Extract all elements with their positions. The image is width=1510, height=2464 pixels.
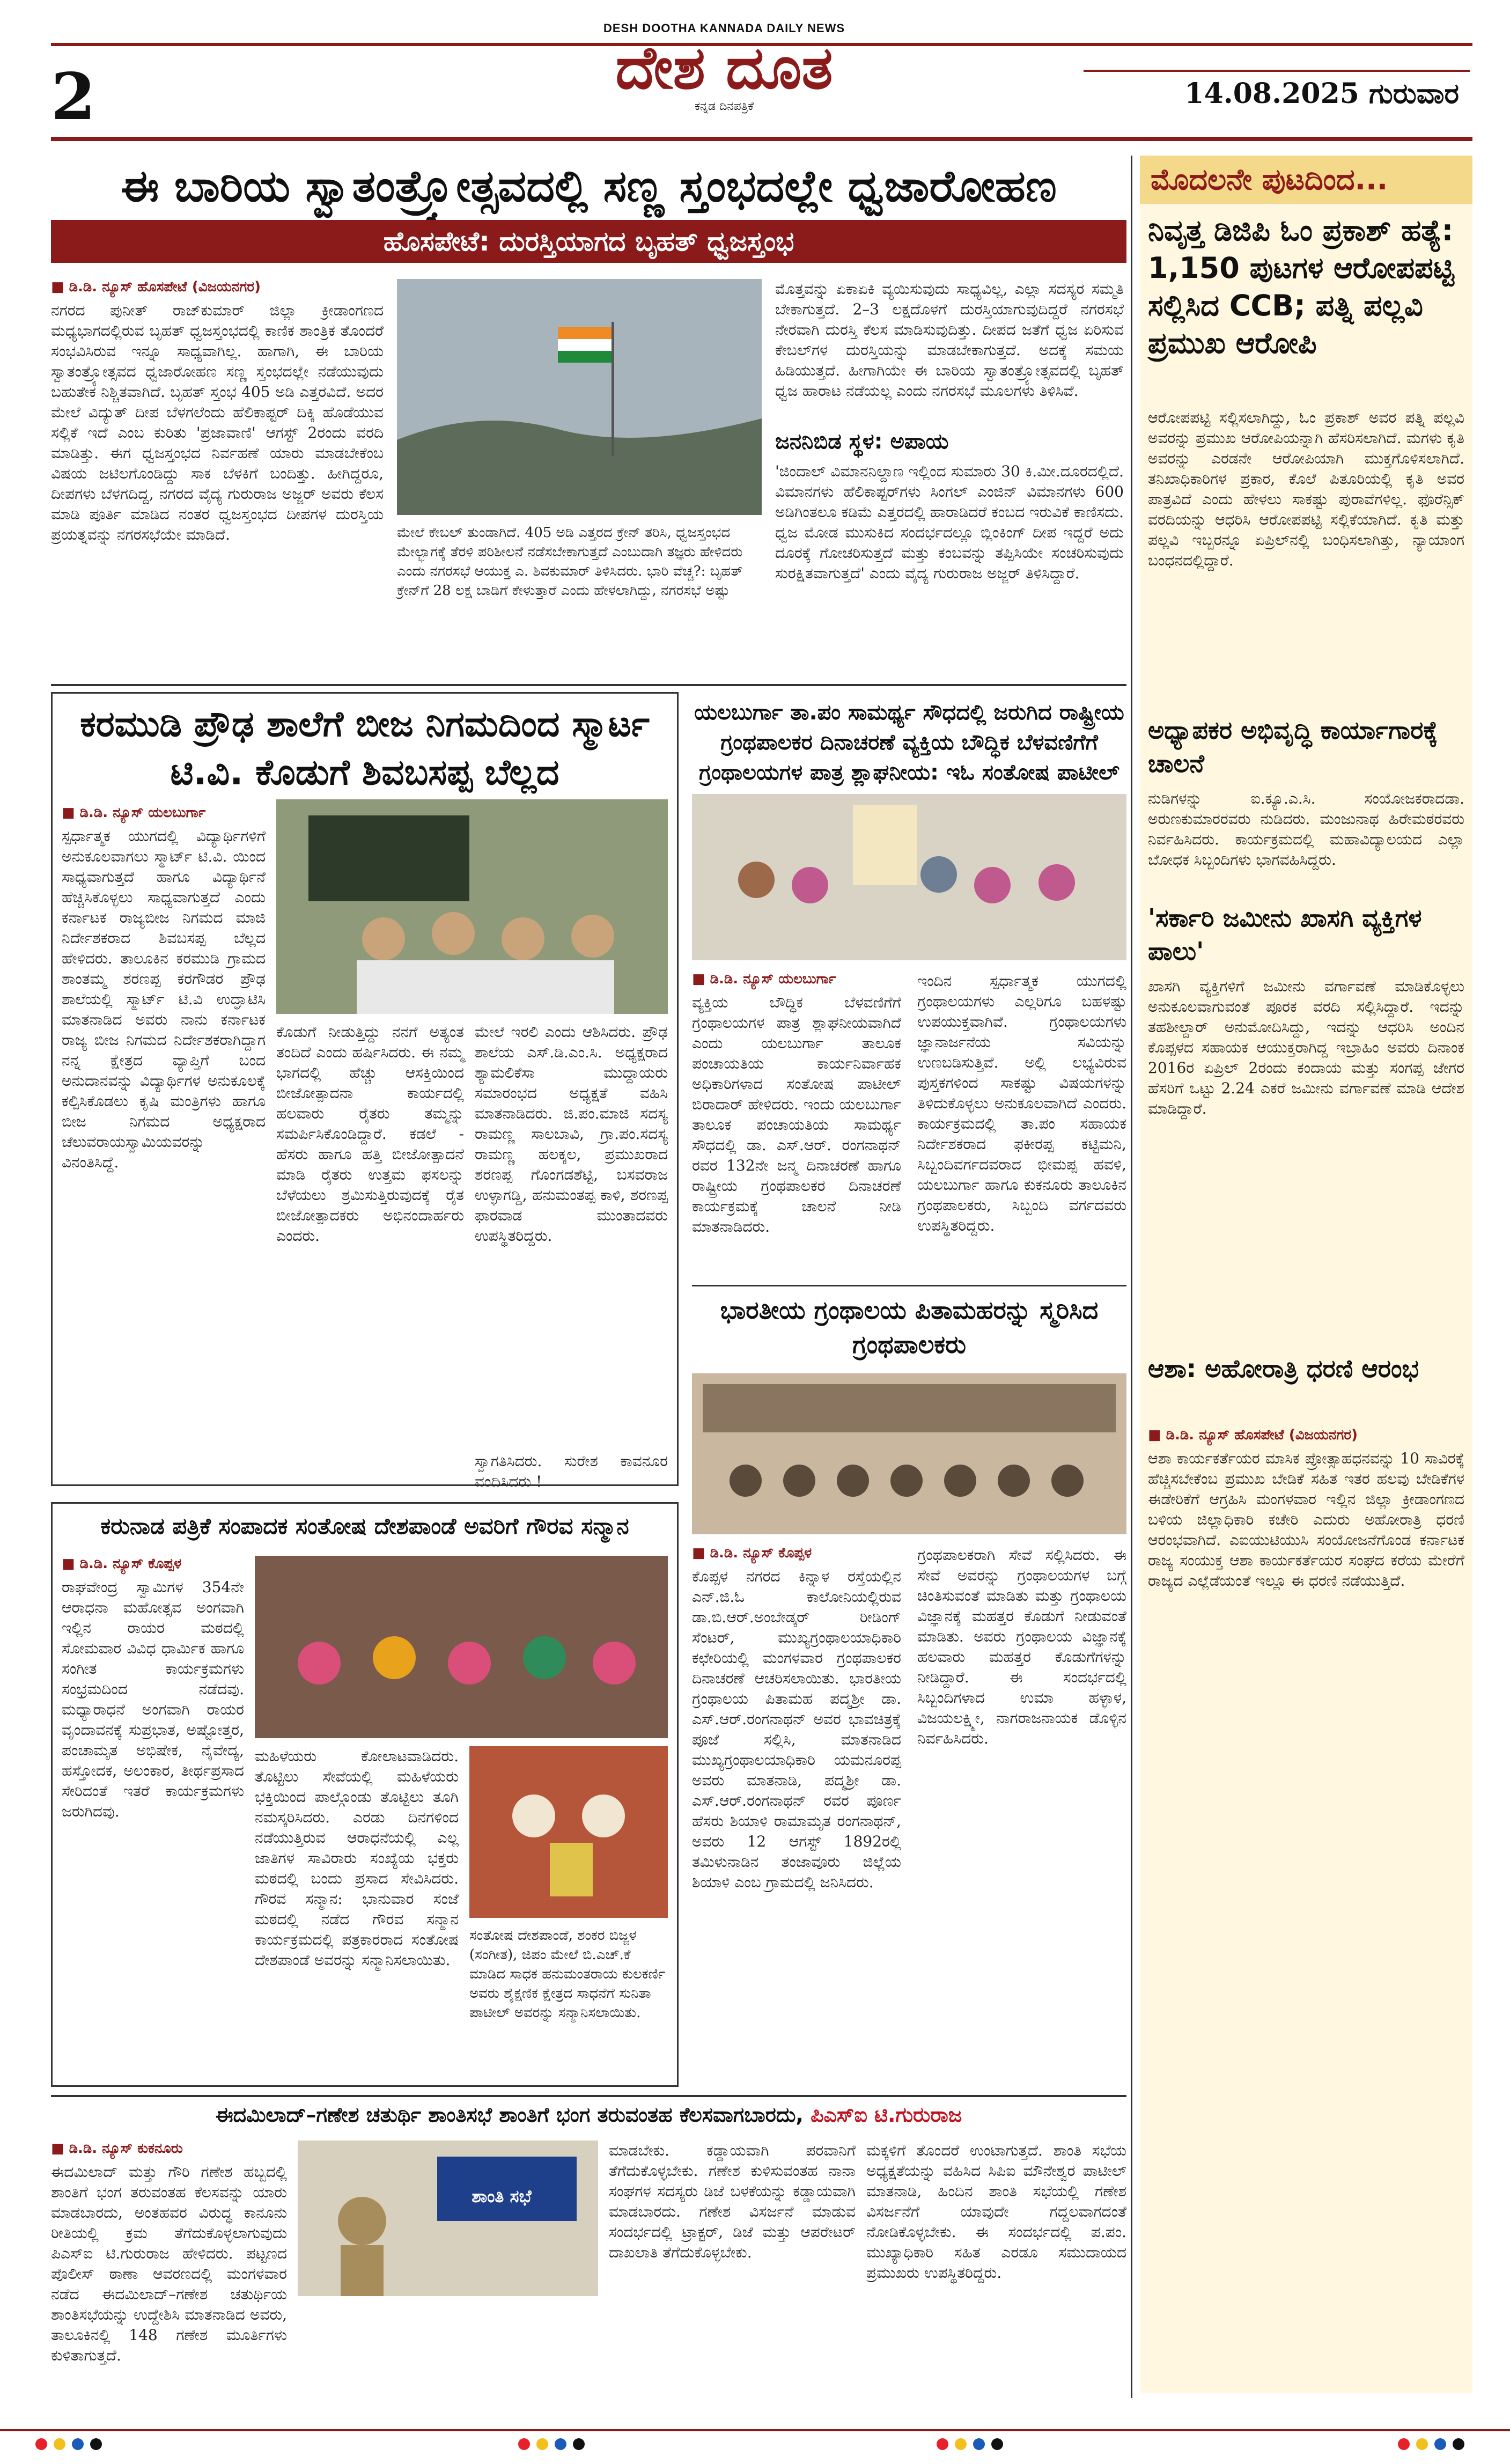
footer-dot — [1398, 2438, 1410, 2450]
karunada-column-2: ಮಹಿಳೆಯರು ಕೋಲಾಟವಾಡಿದರು. ತೊಟ್ಟಿಲು ಸೇವೆಯಲ್ಲಿ ಮಹಿಳೆಯರು ಭಕ್ತಿಯಿಂದ ಪಾಲ್ಗೊಂಡು ತೊಟ್ಟಿಲು ತೂಗಿ ನಮಸ್ಕರಿಸಿದರು. ಎರಡು ದಿನಗಳಿಂದ ನಡೆಯುತ್ತಿರುವ ಆರಾಧನೆಯಲ್ಲಿ ಎಲ್ಲ ಜಾತಿಗಳ ಸಾವಿರಾರು ಸಂಖ್ಯೆಯ ಭಕ್ತರು ಮಠದಲ್ಲಿ ಬಂದು ಪ್ರಸಾದ ಸೇವಿಸಿದರು. ಗೌರವ ಸನ್ಮಾನ: ಭಾನುವಾರ ಸಂಜೆ ಮಠದಲ್ಲಿ ನಡೆದ ಗೌರವ ಸನ್ಮಾನ ಕಾರ್ಯಕ್ರಮದಲ್ಲಿ ಪತ್ರಕಾರರಾದ ಸಂತೋಷ ದೇಶಪಾಂಡೆ ಅವರನ್ನು ಸನ್ಮಾನಿಸಲಾಯಿತು. — [255, 1747, 459, 1969]
lead-photo-caption: ಮೇಲೆ ಕೇಬಲ್ ತುಂಡಾಗಿದೆ. 405 ಅಡಿ ಎತ್ತರದ ಕ್ರೇನ್ ತರಿಸಿ, ಧ್ವಜಸ್ತಂಭದ ಮೇಲ್ಭಾಗಕ್ಕೆ ತೆರಳಿ ಪರಿಶೀಲನೆ ನಡೆಸಬೇಕಾಗುತ್ತದೆ ಎಂಬುದಾಗಿ ತಜ್ಞರು ಹೇಳಿದರು ಎಂದು ನಗರಸಭೆ ಆಯುಕ್ತ ಎ. ಶಿವಕುಮಾರ್ ತಿಳಿಸಿದರು. ಭಾರಿ ವೆಚ್ಚ?: ಬೃಹತ್ ಕ್ರೇನ್‌ಗೆ 28 ಲಕ್ಷ ಬಾಡಿಗೆ ಕೇಳುತ್ತಾರೆ ಎಂದು ಹೇಳಲಾಗಿದ್ದು, ನಗರಸಭೆ ಅಷ್ಟು — [397, 525, 743, 599]
eid-headline-wrap — [51, 2103, 1126, 2127]
sidebar-story1-headline: ನಿವೃತ್ತ ಡಿಜಿಪಿ ಓಂ ಪ್ರಕಾಶ್ ಹತ್ಯೆ: 1,150 ಪುಟಗಳ ಆರೋಪಪಟ್ಟಿ ಸಲ್ಲಿಸಿದ CCB; ಪತ್ನಿ ಪಲ್ಲವಿ ಪ್ರಮುಖ ಆರೋಪಿ — [1148, 214, 1454, 360]
karunada-headline: ಕರುನಾಡ ಪತ್ರಿಕೆ ಸಂಪಾದಕ ಸಂತೋಷ ದೇಶಪಾಂಡೆ ಅವರಿಗೆ ಗೌರವ ಸನ್ಮಾನ — [100, 1513, 629, 1539]
sidebar-story3-headline: 'ಸರ್ಕಾರಿ ಜಮೀನು ಖಾಸಗಿ ವ್ಯಕ್ತಿಗಳ ಪಾಲು' — [1148, 903, 1422, 966]
footer-rule — [0, 2429, 1510, 2431]
masthead-english-title: DESH DOOTHA KANNADA DAILY NEWS — [603, 21, 845, 35]
lead-column-3b: 'ಜಿಂದಾಲ್ ವಿಮಾನನಿಲ್ದಾಣ ಇಲ್ಲಿಂದ ಸುಮಾರು 30 ಕಿ.ಮೀ.ದೂರದಲ್ಲಿದೆ. ವಿಮಾನಗಳು ಹೆಲಿಕಾಪ್ಟರ್‌ಗಳು ಸಿಂಗಲ್ ಎಂಜಿನ್ ವಿಮಾನಗಳು 600 ಅಡಿಗಿಂತಲೂ ಕಡಿಮೆ ಎತ್ತರದಲ್ಲಿ ಹಾರಾಡಿದರೆ ಕಂಬದ ಇರುವಿಕೆ ಕಾಣಿಸದು. ಧ್ವಜ ಮೋಡ ಮುಸುಕಿದ ಸಂದರ್ಭದಲ್ಲೂ ಬ್ಲಿಂಕಿಂಗ್ ದೀಪ ಇದ್ದರೆ ಅದು ದೂರಕ್ಕೆ ಗೋಚರಿಸುತ್ತದೆ ಮತ್ತು ಕಂಬವನ್ನು ತಪ್ಪಿಸಿಯೇ ಸಂಚರಿಸುವುದು ಸುರಕ್ಷಿತವಾಗುತ್ತದೆ' ಎಂದು ವೈದ್ಯ ಗುರುರಾಜ ಅಜ್ಜರ್ ತಿಳಿಸಿದ್ದಾರೆ. — [775, 462, 1124, 582]
footer-dot — [973, 2438, 985, 2450]
issue-date: 14.08.2025 ಗುರುವಾರ — [1184, 77, 1459, 110]
lead-column-3: ಮೊತ್ತವನ್ನು ಏಕಾಏಕಿ ವ್ಯಯಿಸುವುದು ಸಾಧ್ಯವಿಲ್ಲ, ಎಲ್ಲಾ ಸದಸ್ಯರ ಸಮ್ಮತಿ ಬೇಕಾಗುತ್ತದೆ. 2–3 ಲಕ್ಷದೊಳಗೆ ದುರಸ್ತಿಯಾಗುವುದಿದ್ದರೆ ನಗರಸಭೆ ನೇರವಾಗಿ ದುರಸ್ತಿ ಕೆಲಸ ಮಾಡಿಸುವುದಿತ್ತು. ದೀಪದ ಜತೆಗೆ ಧ್ವಜ ಏರಿಸುವ ಕೇಬಲ್‌ಗಳ ದುರಸ್ತಿಯನ್ನು ಮಾಡಬೇಕಾಗುತ್ತದೆ. ಅದಕ್ಕೆ ಸಮಯ ಹಿಡಿಯುತ್ತದೆ. ಹೀಗಾಗಿಯೇ ಈ ಬಾರಿಯ ಸ್ವಾತಂತ್ರ್ಯೋತ್ಸವದಲ್ಲಿ ಬೃಹತ್ ಧ್ವಜ ಹಾರಾಟ ನಡೆಯಲ್ಲ ಎಂದು ನಗರಸಭೆ ಮೂಲಗಳು ತಿಳಿಸಿವೆ. — [775, 280, 1124, 400]
footer-dot — [54, 2438, 65, 2450]
smart-tv-inauguration-image — [276, 799, 668, 1014]
sidebar-title: ಮೊದಲನೇ ಪುಟದಿಂದ... — [1140, 156, 1472, 204]
librarians-column-1: ಕೊಪ್ಪಳ ನಗರದ ಕಿನ್ನಾಳ ರಸ್ತೆಯಲ್ಲಿನ ಎನ್.ಜಿ.ಓ ಕಾಲೋನಿಯಲ್ಲಿರುವ ಡಾ.ಬಿ.ಆರ್.ಅಂಬೇಡ್ಕರ್ ರೀಡಿಂಗ್ ಸೆಂಟರ್, ಮುಖ್ಯಗ್ರಂಥಾಲಯಾಧಿಕಾರಿ ಕಛೇರಿಯಲ್ಲಿ ಮಂಗಳವಾರ ಗ್ರಂಥಪಾಲಕರ ದಿನಾಚರಣೆ ಆಚರಿಸಲಾಯಿತು. ಭಾರತೀಯ ಗ್ರಂಥಾಲಯ ಪಿತಾಮಹ ಪದ್ಮಶ್ರೀ ಡಾ. ಎಸ್.ಆರ್.ರಂಗನಾಥನ್ ಅವರ ಭಾವಚಿತ್ರಕ್ಕೆ ಪೂಜೆ ಸಲ್ಲಿಸಿ, ಮಾತನಾಡಿದ ಮುಖ್ಯಗ್ರಂಥಾಲಯಾಧಿಕಾರಿ ಯಮನೂರಪ್ಪ ಅವರು ಮಾತನಾಡಿ, ಪದ್ಮಶ್ರೀ ಡಾ. ಎಸ್.ಆರ್.ರಂಗನಾಥನ್ ರವರ ಪೂರ್ಣ ಹೆಸರು ಶಿಯಾಳಿ ರಾಮಾಮೃತ ರಂಗನಾಥನ್, ಅವರು 12 ಆಗಸ್ಟ್ 1892ರಲ್ಲಿ ತಮಿಳುನಾಡಿನ ತಂಜಾವೂರು ಜಿಲ್ಲೆಯ ಶಿಯಾಳಿ ಎಂಬ ಗ್ರಾಮದಲ್ಲಿ ಜನಿಸಿದರು. — [692, 1568, 901, 1891]
librarians-photo — [692, 1373, 1126, 1534]
eid-headline-speaker: ಪಿಎಸ್ಐ ಟಿ.ಗುರುರಾಜ — [811, 2103, 962, 2127]
footer-dot — [90, 2438, 102, 2450]
sidebar-story4-body: ಆಶಾ ಕಾರ್ಯಕರ್ತೆಯರ ಮಾಸಿಕ ಪ್ರೋತ್ಸಾಹಧನವನ್ನು 10 ಸಾವಿರಕ್ಕೆ ಹೆಚ್ಚಿಸಬೇಕೆಂಬ ಪ್ರಮುಖ ಬೇಡಿಕೆ ಸಹಿತ ಇತರ ಹಲವು ಬೇಡಿಕೆಗಳ ಈಡೇರಿಕೆಗೆ ಆಗ್ರಹಿಸಿ ಮಂಗಳವಾರ ಇಲ್ಲಿನ ಜಿಲ್ಲಾ ಕ್ರೀಡಾಂಗಣದ ಬಳಿಯ ಜಿಲ್ಲಾಧಿಕಾರಿ ಕಚೇರಿ ಎದುರು ಅಹೋರಾತ್ರಿ ಧರಣಿ ಆರಂಭವಾಗಿದೆ. ಎಐಯುಟಿಯುಸಿ ಸಂಯೋಜನೆಗೊಂಡ ಕರ್ನಾಟಕ ರಾಜ್ಯ ಸಂಯುಕ್ತ ಆಶಾ ಕಾರ್ಯಕರ್ತೆಯರ ಸಂಘದ ಕರೆಯ ಮೇರೆಗೆ ರಾಜ್ಯದ ಎಲ್ಲೆಡೆಯಂತೆ ಇಲ್ಲೂ ಈ ಧರಣಿ ನಡೆಯುತ್ತಿದೆ. — [1148, 1450, 1464, 1590]
footer-dot — [555, 2438, 566, 2450]
eid-photo — [298, 2141, 598, 2296]
lead-subhead: ಹೊಸಪೇಟೆ: ದುರಸ್ತಿಯಾಗದ ಬೃಹತ್ ಧ್ವಜಸ್ತಂಭ — [51, 220, 1126, 263]
karamudi-headline: ಕರಮುಡಿ ಪ್ರೌಢ ಶಾಲೆಗೆ ಬೀಜ ನಿಗಮದಿಂದ ಸ್ಮಾರ್ಟ ಟಿ.ವಿ. ಕೊಡುಗೆ ಶಿವಬಸಪ್ಪ ಬೆಲ್ಲದ — [80, 703, 650, 793]
eid-column-3: ಮಕ್ಕಳಿಗೆ ತೊಂದರೆ ಉಂಟಾಗುತ್ತದೆ. ಶಾಂತಿ ಸಭೆಯ ಅಧ್ಯಕ್ಷತೆಯನ್ನು ವಹಿಸಿದ ಸಿಪಿಐ ಮೌನೇಶ್ವರ ಪಾಟೀಲ್ ಮಾತನಾಡಿ, ಹಿಂದಿನ ಶಾಂತಿ ಸಭೆಯಲ್ಲಿ ಗಣೇಶ ವಿಸರ್ಜನೆಗೆ ಯಾವುದೇ ಗದ್ದಲವಾಗದಂತೆ ನೋಡಿಕೊಳ್ಳಬೇಕು. ಈ ಸಂದರ್ಭದಲ್ಲಿ ಪ.ಪಂ. ಮುಖ್ಯಾಧಿಕಾರಿ ಸಹಿತ ಎರಡೂ ಸಮುದಾಯದ ಪ್ರಮುಖರು ಉಪಸ್ಥಿತರಿದ್ದರು. — [866, 2142, 1126, 2282]
sidebar-story3-body: ಖಾಸಗಿ ವ್ಯಕ್ತಿಗಳಿಗೆ ಜಮೀನು ವರ್ಗಾವಣೆ ಮಾಡಿಕೊಳ್ಳಲು ಅನುಕೂಲವಾಗುವಂತೆ ಪೂರಕ ವರದಿ ಸಲ್ಲಿಸಿದ್ದಾರೆ. ಇದನ್ನು ತಹಶೀಲ್ದಾರ್ ಅನುಮೋದಿಸಿದ್ದು, ಇದನ್ನು ಆಧರಿಸಿ ಅಂದಿನ ಕೊಪ್ಪಳದ ಸಹಾಯಕ ಆಯುಕ್ತರಾಗಿದ್ದ ಇಬ್ರಾಹಿಂ ಅವರು ದಿನಾಂಕ 2016ರ ಏಪ್ರಿಲ್ 2ರಂದು ಕಂದಾಯ ಮತ್ತು ಸಂಗಪ್ಪ ಜೇಗರ ಹೆಸರಿಗೆ ಒಟ್ಟು 2.24 ಎಕರೆ ಜಮೀನು ವರ್ಗಾವಣೆ ಮಾಡಿ ಆದೇಶ ಮಾಡಿದ್ದಾರೆ. — [1148, 977, 1464, 1117]
sidebar-story4-headline: ಆಶಾ: ಅಹೋರಾತ್ರಿ ಧರಣಿ ಆರಂಭ — [1148, 1354, 1419, 1383]
karamudi-column-3: ಮೇಲೆ ಇರಲಿ ಎಂದು ಆಶಿಸಿದರು. ಪ್ರೌಢ ಶಾಲೆಯ ಎಸ್.ಡಿ.ಎಂ.ಸಿ. ಅಧ್ಯಕ್ಷರಾದ ಶ್ಯಾಮಲಿಕೆಸಾ ಮುದ್ದಾಯರು ಸಮಾರಂಭದ ಅಧ್ಯಕ್ಷತೆ ವಹಿಸಿ ಮಾತನಾಡಿದರು. ಜಿ.ಪಂ.ಮಾಜಿ ಸದಸ್ಯ ರಾಮಣ್ಣ ಸಾಲಬಾವಿ, ಗ್ರಾ.ಪಂ.ಸದಸ್ಯ ರಾಮಣ್ಣ ಹಲಕ್ಕಲ, ಪ್ರಮುಖರಾದ ಶರಣಪ್ಪ ಗೊಂಗಡಶೆಟ್ಟಿ, ಬಸವರಾಜ ಉಳ್ಳಾಗಡ್ಡಿ, ಹನುಮಂತಪ್ಪ ಕಾಳಿ, ಶರಣಪ್ಪ ಫಾರವಾಡ ಮುಂತಾದವರು ಉಪಸ್ಥಿತರಿದ್ದರು. — [475, 1023, 668, 1245]
eid-divider — [51, 2095, 1126, 2097]
karunada-photo-caption: ಸಂತೋಷ ದೇಶಪಾಂಡೆ, ಶಂಕರ ಬಿಜ್ಜಳ (ಸಂಗೀತ), ಜಿಪಂ ಮೇಲೆ ಬಿ.ಎಚ್.ಕೆ ಮಾಡಿದ ಸಾಧಕ ಹನುಮಂತರಾಯ ಕುಲಕರ್ಣಿ ಅವರು ಶೈಕ್ಷಣಿಕ ಕ್ಷೇತ್ರದ ಸಾಧನೆಗೆ ಸುನಿತಾ ಪಾಟೀಲ್ ಅವರನ್ನು ಸನ್ಮಾನಿಸಲಾಯಿತು. — [469, 1928, 666, 2021]
karamudi-photo — [276, 799, 668, 1014]
footer-dot — [1416, 2438, 1428, 2450]
section-divider — [51, 684, 1126, 686]
karamudi-column-2: ಕೊಡುಗೆ ನೀಡುತ್ತಿದ್ದು ನನಗೆ ಅತ್ಯಂತ ತಂದಿದೆ ಎಂದು ಹರ್ಷಿಸಿದರು. ಈ ನಮ್ಮ ಭಾಗದಲ್ಲಿ ಹೆಚ್ಚು ಆಸಕ್ತಿಯಿಂದ ಬೀಜೋತ್ಪಾದನಾ ಕಾರ್ಯದಲ್ಲಿ ಹಲವಾರು ರೈತರು ತಮ್ಮನ್ನು ಸಮರ್ಪಿಸಿಕೊಂಡಿದ್ದಾರೆ. ಕಡಲೆ - ಹೆಸರು ಹಾಗೂ ಹತ್ತಿ ಬೀಜೋತ್ಪಾದನೆ ಮಾಡಿ ರೈತರು ಉತ್ತಮ ಫಸಲನ್ನು ಬೆಳೆಯಲು ಶ್ರಮಿಸುತ್ತಿರುವುದಕ್ಕೆ ರೈತ ಬೀಜೋತ್ಪಾದಕರು ಅಭಿನಂದಾರ್ಹರು ಎಂದರು. — [276, 1023, 464, 1245]
library-reading-room-image — [692, 1373, 1126, 1534]
footer-dot — [518, 2438, 530, 2450]
library-divider — [692, 1285, 1126, 1286]
felicitation-image — [469, 1746, 668, 1918]
footer-dot — [1434, 2438, 1446, 2450]
footer-dot — [991, 2438, 1003, 2450]
sidebar-story1-body: ಆರೋಪಪಟ್ಟಿ ಸಲ್ಲಿಸಲಾಗಿದ್ದು, ಓಂ ಪ್ರಕಾಶ್ ಅವರ ಪತ್ನಿ ಪಲ್ಲವಿ ಅವರನ್ನು ಪ್ರಮುಖ ಆರೋಪಿಯನ್ನಾಗಿ ಹೆಸರಿಸಲಾಗಿದೆ. ಮಗಳು ಕೃತಿ ಅವರನ್ನು ಎರಡನೇ ಆರೋಪಿಯಾಗಿ ಮುಕ್ತಗೊಳಿಸಲಾಗಿದೆ. ತನಿಖಾಧಿಕಾರಿಗಳ ಪ್ರಕಾರ, ಕೊಲೆ ಪಿತೂರಿಯಲ್ಲಿ ಕೃತಿ ಅವರ ಪಾತ್ರವಿದೆ ಎಂದು ಹೇಳಲು ಸಾಕಷ್ಟು ಪುರಾವೆಗಳಿಲ್ಲ. ಫೊರೆನ್ಸಿಕ್ ವರದಿಯನ್ನು ಆಧರಿಸಿ ಆರೋಪಪಟ್ಟಿ ಸಲ್ಲಿಕೆಯಾಗಿದೆ. ಕೃತಿ ಮತ್ತು ಪಲ್ಲವಿ ಇಬ್ಬರನ್ನೂ ಏಪ್ರಿಲ್‌ನಲ್ಲಿ ಬಂಧಿಸಲಾಗಿತ್ತು, ನ್ಯಾಯಾಂಗ ಬಂಧನದಲ್ಲಿದ್ದಾರೆ. — [1148, 409, 1464, 569]
footer-dot — [955, 2438, 967, 2450]
eid-column-2: ಮಾಡಬೇಕು. ಕಡ್ಡಾಯವಾಗಿ ಪರವಾನಿಗೆ ತೆಗೆದುಕೊಳ್ಳಬೇಕು. ಗಣೇಶ ಕುಳಿಸುವಂತಹ ನಾನಾ ಸಂಘಗಳ ಸದಸ್ಯರು ಡಿಜೆ ಬಳಕೆಯನ್ನು ಕಡ್ಡಾಯವಾಗಿ ಮಾಡಬಾರದು. ಗಣೇಶ ವಿಸರ್ಜನೆ ಮಾಡುವ ಸಂದರ್ಭದಲ್ಲಿ ಟ್ರಾಕ್ಟರ್, ಡಿಜೆ ಮತ್ತು ಆಪರೇಟರ್ ದಾಖಲಾತಿ ತೆಗೆದುಕೊಳ್ಳಬೇಕು. — [609, 2142, 856, 2261]
sidebar-story4-byline: ■ ಡಿ.ಡಿ. ನ್ಯೂಸ್ ಹೊಸಪೇಟೆ (ವಿಜಯನಗರ) — [1148, 1427, 1358, 1443]
library-day-headline: ಯಲಬುರ್ಗಾ ತಾ.ಪಂ ಸಾಮರ್ಥ್ಯ ಸೌಧದಲ್ಲಿ ಜರುಗಿದ ರಾಷ್ಟ್ರೀಯ ಗ್ರಂಥಪಾಲಕರ ದಿನಾಚರಣೆ ವ್ಯಕ್ತಿಯ ಬೌದ್ಧಿಕ ಬೆಳವಣಿಗೆಗೆ ಗ್ರಂಥಾಲಯಗಳ ಪಾತ್ರ ಶ್ಲಾಘನೀಯ: ಇಓ ಸಂತೋಷ ಪಾಟೀಲ್ — [694, 700, 1124, 785]
sidebar-story2-body: ನುಡಿಗಳನ್ನು ಐ.ಕ್ಯೂ.ಎ.ಸಿ. ಸಂಯೋಜಕರಾದಡಾ. ಅರುಣಕುಮಾರರವರು ನುಡಿದರು. ಮಂಜುನಾಥ ಹಿರೇಮಠರವರು ನಿರ್ವಹಿಸಿದರು. ಕಾರ್ಯಕ್ರಮದಲ್ಲಿ ಮಹಾವಿದ್ಯಾಲಯದ ಎಲ್ಲಾ ಬೋಧಕ ಸಿಬ್ಬಂದಿಗಳು ಭಾಗವಹಿಸಿದ್ದರು. — [1148, 790, 1464, 869]
footer-dots-left — [32, 2438, 105, 2452]
librarians-byline: ■ ಡಿ.ಡಿ. ನ್ಯೂಸ್ ಕೊಪ್ಪಳ — [692, 1545, 812, 1561]
flag-pole-image — [397, 279, 762, 515]
peace-meeting-image — [298, 2141, 598, 2296]
lead-section-head: ಜನನಿಬಿಡ ಸ್ಥಳ: ಅಪಾಯ — [775, 429, 949, 454]
eid-column-1: ಈದಮಿಲಾದ್ ಮತ್ತು ಗೌರಿ ಗಣೇಶ ಹಬ್ಬದಲ್ಲಿ ಶಾಂತಿಗೆ ಭಂಗ ತರುವಂತಹ ಕೆಲಸವನ್ನು ಯಾರು ಮಾಡಬಾರದು, ಅಂತಹವರ ವಿರುದ್ಧ ಕಾನೂನು ರೀತಿಯಲ್ಲಿ ಕ್ರಮ ತೆಗೆದುಕೊಳ್ಳಲಾಗುವುದು ಪಿಎಸ್ಐ ಟಿ.ಗುರುರಾಜ ಹೇಳಿದರು. ಪಟ್ಟಣದ ಪೊಲೀಸ್ ಠಾಣಾ ಆವರಣದಲ್ಲಿ ಮಂಗಳವಾರ ನಡೆದ ಈದಮಿಲಾದ್–ಗಣೇಶ ಚತುರ್ಥಿಯ ಶಾಂತಿಸಭೆಯನ್ನು ಉದ್ದೇಶಿಸಿ ಮಾತನಾಡಿದ ಅವರು, ತಾಲೂಕಿನಲ್ಲಿ 148 ಗಣೇಶ ಮೂರ್ತಿಗಳು ಕುಳಿತಾಗುತ್ತದೆ. — [51, 2163, 287, 2364]
footer-dot — [536, 2438, 548, 2450]
karamudi-column-1: ಸ್ಪರ್ಧಾತ್ಮಕ ಯುಗದಲ್ಲಿ ವಿದ್ಯಾರ್ಥಿಗಳಿಗೆ ಅನುಕೂಲವಾಗಲು ಸ್ಮಾರ್ಟ್ ಟಿ.ವಿ. ಯಿಂದ ಸಾಧ್ಯವಾಗುತ್ತದೆ ಹಾಗೂ ವಿದ್ಯಾರ್ಥಿನೆ ಹೆಚ್ಚಿಸಿಕೊಳ್ಳಲು ಸಾಧ್ಯವಾಗುತ್ತದೆ ಎಂದು ಕರ್ನಾಟಕ ರಾಜ್ಯಬೀಜ ನಿಗಮದ ಮಾಜಿ ನಿರ್ದೇಶಕರಾದ ಶಿವಬಸಪ್ಪ ಬೆಲ್ಲದ ಹೇಳಿದರು. ತಾಲೂಕಿನ ಕರಮುಡಿ ಗ್ರಾಮದ ಶಾಂತಮ್ಮ ಶರಣಪ್ಪ ಕರಗೌಡರ ಪ್ರೌಢ ಶಾಲೆಯಲ್ಲಿ ಸ್ಮಾರ್ಟ್ ಟಿ.ವಿ ಉದ್ಘಾಟಿಸಿ ಮಾತನಾಡಿದ ಅವರು ನಾನು ಕರ್ನಾಟಕ ರಾಜ್ಯ ಬೀಜ ನಿಗಮದ ನಿರ್ದೇಶಕರಾಗಿದ್ದಾಗ ನನ್ನ ಕ್ಷೇತ್ರದ ವ್ಯಾಪ್ತಿಗೆ ಬಂದ ಅನುದಾನವನ್ನು ವಿದ್ಯಾರ್ಥಿಗಳ ಅನುಕೂಲಕ್ಕೆ ಕಲ್ಪಿಸಿಕೊಡಲು ಕೃಷಿ ಮಂತ್ರಿಗಳು ಹಾಗೂ ಬೀಜ ನಿಗಮದ ಅಧ್ಯಕ್ಷರಾದ ಚೆಲುವರಾಯಸ್ವಾಮಿಯವರನ್ನು ವಿನಂತಿಸಿದ್ದೆ. — [62, 827, 266, 1171]
masthead-logo: ದೇಶ ದೂತ — [615, 33, 833, 102]
lead-headline: ಈ ಬಾರಿಯ ಸ್ವಾತಂತ್ರ್ಯೋತ್ಸವದಲ್ಲಿ ಸಣ್ಣ ಸ್ತಂಭದಲ್ಲೇ ಧ್ವಜಾರೋಹಣ — [121, 161, 1057, 212]
masthead — [558, 21, 890, 113]
karunada-dance-photo — [255, 1556, 668, 1738]
footer-dot — [72, 2438, 84, 2450]
footer-dot — [573, 2438, 585, 2450]
karunada-byline: ■ ಡಿ.ಡಿ. ನ್ಯೂಸ್ ಕೊಪ್ಪಳ — [62, 1556, 182, 1572]
page-number: 2 — [51, 59, 96, 135]
footer-dot — [35, 2438, 47, 2450]
sidebar-story2-headline: ಅಧ್ಯಾಪಕರ ಅಭಿವೃದ್ಧಿ ಕಾರ್ಯಾಗಾರಕ್ಕೆ ಚಾಲನೆ — [1148, 716, 1438, 778]
karamudi-byline: ■ ಡಿ.ಡಿ. ನ್ಯೂಸ್ ಯಲಬುರ್ಗಾ — [62, 805, 206, 821]
library-day-column-1: ವ್ಯಕ್ತಿಯ ಬೌದ್ಧಿಕ ಬೆಳವಣಿಗೆಗೆ ಗ್ರಂಥಾಲಯಗಳ ಪಾತ್ರ ಶ್ಲಾಘನೀಯವಾಗಿದೆ ಎಂದು ಯಲಬುರ್ಗಾ ತಾಲೂಕ ಪಂಚಾಯತಿಯ ಕಾರ್ಯನಿರ್ವಾಹಕ ಅಧಿಕಾರಿಗಳಾದ ಸಂತೋಷ ಪಾಟೀಲ್ ಬಿರಾದಾರ್ ಹೇಳಿದರು. ಇಂದು ಯಲಬುರ್ಗಾ ತಾಲೂಕ ಪಂಚಾಯತಿಯ ಸಾಮರ್ಥ್ಯ ಸೌಧದಲ್ಲಿ ಡಾ. ಎಸ್.ಆರ್. ರಂಗನಾಥನ್ ರವರ 132ನೇ ಜನ್ಮ ದಿನಾಚರಣೆ ಹಾಗೂ ರಾಷ್ಟ್ರೀಯ ಗ್ರಂಥಪಾಲಕರ ದಿನಾಚರಣೆ ಕಾರ್ಯಕ್ರಮಕ್ಕೆ ಚಾಲನೆ ನೀಡಿ ಮಾತನಾಡಿದರು. — [692, 994, 901, 1235]
footer-dot — [1453, 2438, 1464, 2450]
karunada-column-1: ರಾಘವೇಂದ್ರ ಸ್ವಾಮಿಗಳ 354ನೇ ಆರಾಧನಾ ಮಹೋತ್ಸವ ಅಂಗವಾಗಿ ಇಲ್ಲಿನ ರಾಯರ ಮಠದಲ್ಲಿ ಸೋಮವಾರ ವಿವಿಧ ಧಾರ್ಮಿಕ ಹಾಗೂ ಸಂಗೀತ ಕಾರ್ಯಕ್ರಮಗಳು ಸಂಭ್ರಮದಿಂದ ನಡೆದವು. ಮಧ್ಯಾರಾಧನೆ ಅಂಗವಾಗಿ ರಾಯರ ವೃಂದಾವನಕ್ಕೆ ಸುಪ್ರಭಾತ, ಅಷ್ಟೋತ್ತರ, ಪಂಚಾಮೃತ ಅಭಿಷೇಕ, ನೈವೇದ್ಯ, ಹಸ್ತೋದಕ, ಅಲಂಕಾರ, ತೀರ್ಥಪ್ರಸಾದ ಸೇರಿದಂತೆ ಇತರೆ ಕಾರ್ಯಕ್ರಮಗಳು ಜರುಗಿದವು. — [62, 1578, 244, 1820]
librarians-column-2: ಗ್ರಂಥಪಾಲಕರಾಗಿ ಸೇವೆ ಸಲ್ಲಿಸಿದರು. ಈ ಸೇವೆ ಅವರನ್ನು ಗ್ರಂಥಾಲಯಗಳ ಬಗ್ಗೆ ಚಿಂತಿಸುವಂತೆ ಮಾಡಿತು ಮತ್ತು ಗ್ರಂಥಾಲಯ ವಿಜ್ಞಾನಕ್ಕೆ ಮಹತ್ತರ ಕೊಡುಗೆ ನೀಡುವಂತೆ ಮಾಡಿತು. ಅವರು ಗ್ರಂಥಾಲಯ ವಿಜ್ಞಾನಕ್ಕೆ ಹಲವಾರು ಮಹತ್ತರ ಕೊಡುಗೆಗಳನ್ನು ನೀಡಿದ್ದಾರೆ. ಈ ಸಂದರ್ಭದಲ್ಲಿ ಸಿಬ್ಬಂದಿಗಳಾದ ಉಮಾ ಹಳ್ಳಾಳ, ವಿಜಯಲಕ್ಷ್ಮೀ, ನಾಗರಾಜನಾಯಕ ಡೊಳ್ಳಿನ ನಿರ್ವಹಿಸಿದರು. — [917, 1546, 1126, 1747]
devotees-dance-image — [255, 1556, 668, 1738]
sidebar-rule — [1131, 156, 1132, 2398]
footer-dots-right — [1395, 2438, 1468, 2452]
footer-dot — [937, 2438, 948, 2450]
lead-column-1: ನಗರದ ಪುನೀತ್ ರಾಜ್‌ಕುಮಾರ್ ಜಿಲ್ಲಾ ಕ್ರೀಡಾಂಗಣದ ಮಧ್ಯಭಾಗದಲ್ಲಿರುವ ಬೃಹತ್ ಧ್ವಜಸ್ತಂಭದಲ್ಲಿ ಕಾಣಿಕ ಶಾಂತ್ರಿಕ ತೊಂದರೆ ಸಂಭವಿಸಿರುವ ಇನ್ನೂ ಸಾಧ್ಯವಾಗಿಲ್ಲ. ಹಾಗಾಗಿ, ಈ ಬಾರಿಯ ಸ್ವಾತಂತ್ರ್ಯೋತ್ಸವದ ಧ್ವಜಾರೋಹಣ ಸಣ್ಣ ಸ್ತಂಭದಲ್ಲೇ ನಡೆಯುವುದು ಬಹುತೇಕ ನಿಶ್ಚಿತವಾಗಿದೆ. ಬೃಹತ್ ಸ್ತಂಭ 405 ಅಡಿ ಎತ್ತರವಿದೆ. ಅದರ ಮೇಲೆ ವಿದ್ಯುತ್ ದೀಪ ಬೆಳಗಲೆಂದು ಹೆಲಿಕಾಪ್ಟರ್ ದಿಕ್ಕಿ ಹೊಡೆಯುವ ಸಲ್ಲಿಕೆ ಇದೆ ಎಂಬ ಕುರಿತು 'ಪ್ರಜಾವಾಣಿ' ಆಗಸ್ಟ್ 2ರಂದು ವರದಿ ಮಾಡಿತ್ತು. ಈಗ ಧ್ವಜಸ್ತಂಭದ ನಿರ್ವಹಣೆ ಯಾರು ಮಾಡಬೇಕೆಂಬ ವಿಷಯ ಜಟಿಲಗೊಂಡಿದ್ದು ಸಾಕ ಬೆಳಕಿಗೆ ಬಂದಿತ್ತು. ಹೀಗಿದ್ದರೂ, ದೀಪಗಳು ಬೆಳಗದಿದ್ದ, ನಗರದ ವೈದ್ಯ ಗುರುರಾಜ ಅಜ್ಜರ್ ಅವರು ಕೆಲಸ ಮಾಡಿ ಪೂರ್ತಿ ಮಾಡಿದ ನಂತರ ಧ್ವಜಸ್ತಂಭದ ದೀಪಗಳ ದುರಸ್ತಿಯ ಪ್ರಯತ್ನವನ್ನು ನಗರಸಭೆಯೇ ಮಾಡಿದೆ. — [51, 301, 384, 543]
library-day-byline: ■ ಡಿ.ಡಿ. ನ್ಯೂಸ್ ಯಲಬುರ್ಗಾ — [692, 971, 836, 987]
masthead-tagline: ಕನ್ನಡ ದಿನಪತ್ರಿಕೆ — [694, 100, 754, 113]
peace-meeting-banner: ಶಾಂತಿ ಸಭೆ — [472, 2186, 532, 2206]
footer-dots-center-left — [515, 2438, 588, 2452]
flag-pole-photo — [397, 279, 762, 515]
library-day-column-2: ಇಂದಿನ ಸ್ಪರ್ಧಾತ್ಮಕ ಯುಗದಲ್ಲಿ ಗ್ರಂಥಾಲಯಗಳು ಎಲ್ಲರಿಗೂ ಬಹಳಷ್ಟು ಉಪಯುಕ್ತವಾಗಿವೆ. ಗ್ರಂಥಾಲಯಗಳು ಜ್ಞಾನಾರ್ಜನೆಯ ಸವಿಯನ್ನು ಉಣಬಡಿಸುತ್ತಿವೆ. ಅಲ್ಲಿ ಲಭ್ಯವಿರುವ ಪುಸ್ತಕಗಳಿಂದ ಸಾಕಷ್ಟು ವಿಷಯಗಳನ್ನು ತಿಳಿದುಕೊಳ್ಳಲು ಅನುಕೂಲವಾಗಿದೆ ಎಂದರು. ಕಾರ್ಯಕ್ರಮದಲ್ಲಿ ತಾ.ಪಂ ಸಹಾಯಕ ನಿರ್ದೇಶಕರಾದ ಫಕೀರಪ್ಪ ಕಟ್ಟಿಮನಿ, ಸಿಬ್ಬಂದಿವರ್ಗದವರಾದ ಭೀಮಪ್ಪ ಹವಳಿ, ಯಲಬುರ್ಗಾ ಹಾಗೂ ಕುಕನೂರು ತಾಲೂಕಿನ ಗ್ರಂಥಪಾಲಕರು, ಸಿಬ್ಬಂದಿ ವರ್ಗದವರು ಉಪಸ್ಥಿತರಿದ್ದರು. — [917, 972, 1126, 1234]
librarians-headline: ಭಾರತೀಯ ಗ್ರಂಥಾಲಯ ಪಿತಾಮಹರನ್ನು ಸ್ಮರಿಸಿದ ಗ್ರಂಥಪಾಲಕರು — [720, 1296, 1099, 1359]
karunada-honour-photo — [469, 1746, 668, 1918]
eid-headline: ಈದಮಿಲಾದ್–ಗಣೇಶ ಚತುರ್ಥಿ ಶಾಂತಿಸಭೆ ಶಾಂತಿಗೆ ಭಂಗ ತರುವಂತಹ ಕೆಲಸವಾಗಬಾರದು, — [215, 2103, 804, 2127]
eid-byline: ■ ಡಿ.ಡಿ. ನ್ಯೂಸ್ ಕುಕನೂರು — [51, 2141, 183, 2157]
library-day-photo — [692, 794, 1126, 960]
karamudi-closing: ಸ್ವಾಗತಿಸಿದರು. ಸುರೇಶ ಕಾವನೂರ ವಂದಿಸಿದರು ! — [475, 1452, 668, 1490]
librarians-group-image — [692, 794, 1126, 960]
lead-byline: ■ ಡಿ.ಡಿ. ನ್ಯೂಸ್ ಹೊಸಪೇಟೆ (ವಿಜಯನಗರ) — [51, 279, 261, 295]
footer-dots-center-right — [933, 2438, 1006, 2452]
masthead-rule — [51, 137, 1472, 141]
